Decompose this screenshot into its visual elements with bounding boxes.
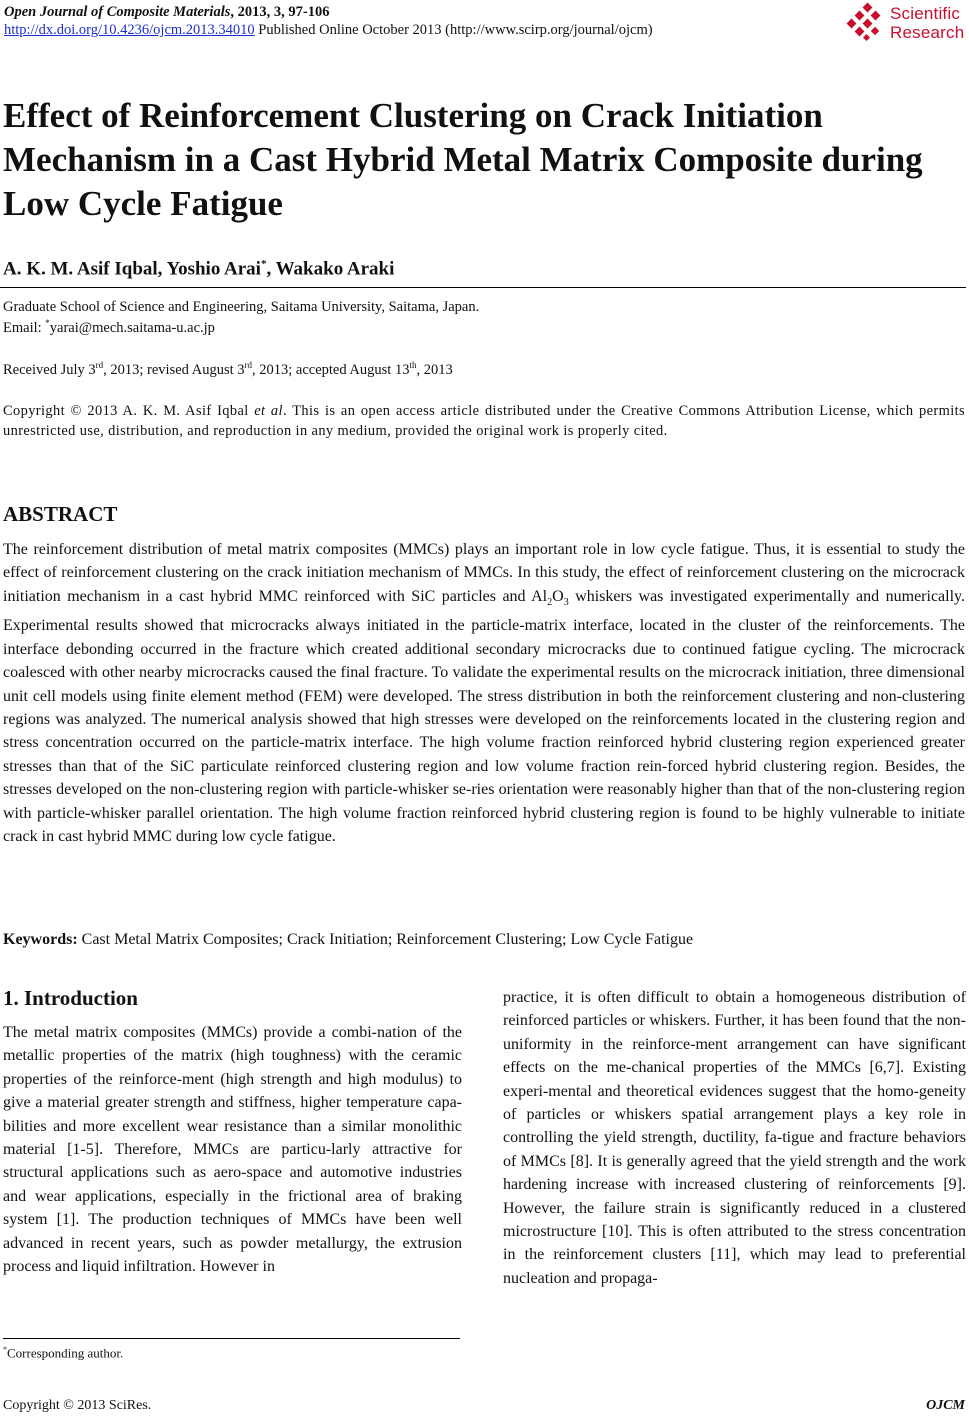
copyright-etal: et al xyxy=(254,403,283,419)
doi-line xyxy=(4,22,653,39)
received-text: Received July 3 xyxy=(3,361,96,378)
abstract-sub-a: 2 xyxy=(547,597,553,608)
footer-copyright: Copyright © 2013 SciRes. xyxy=(3,1398,152,1413)
abstract-text-3: whiskers was investigated experimentally and numerically. Experimental results showed that microcracks always initiated in the particle-matrix interface, located in the cluster of the reinforcements. The interface debonding occurred in the fracture which created additional secondary microcracks due to continued fatigue cycling. The microcrack coalesced with other nearby microcracks caused the final fracture. To validate the experimental results on the microcrack initiation, three dimensional unit cell models using finite element method (FEM) were developed. The stress distribution in both the reinforcement clustering and non-clustering regions was analyzed. The numerical analysis showed that high stresses were developed on the reinforcements located in the clustering region and stress concentration occurred on the particle-matrix interface. The high volume fraction reinforced hybrid clustering region experienced greater stresses than that of the SiC particulate reinforced clustering region and low volume fraction rein-forced hybrid clustering region. Besides, the stresses developed on the non-clustering region with particle-whisker se-ries orientation were reasonably higher than that of the non-clustering region with particle-whisker parallel orientation. The high volume fraction reinforced hybrid clustering region is found to be highly vulnerable to initiate crack in cast hybrid MMC during low cycle fatigue. xyxy=(3,587,966,846)
email-line xyxy=(3,318,215,337)
footnote-divider xyxy=(3,1338,460,1339)
copyright-text-1: Copyright © 2013 A. K. M. Asif Iqbal xyxy=(3,403,255,419)
abstract-sub-b: 3 xyxy=(563,597,569,608)
abstract-body xyxy=(3,538,965,848)
accepted-sup: th xyxy=(409,360,417,370)
footnote-text: Corresponding author. xyxy=(7,1345,124,1361)
revised-text: , 2013; revised August 3 xyxy=(103,361,245,378)
article-title: Effect of Reinforcement Clustering on Crack Initiation Mechanism in a Cast Hybrid Metal Matrix Composite during Low Cycle Fatigue xyxy=(3,96,923,223)
received-dates xyxy=(3,360,453,379)
corresponding-mark: * xyxy=(260,258,267,270)
abstract-text-1: The reinforcement distribution of metal matrix composites (MMCs) plays an important role in low cycle fatigue. Thus, it is essential to study the effect of reinforcement clustering on the crack initiation mechanism of MMCs. In this study, the effect of reinforcement clustering on the microcrack initiation mechanism in a cast hybrid MMC reinforced with SiC particles and Al xyxy=(3,541,965,605)
author-list xyxy=(3,258,394,280)
logo-line-1: Scientific xyxy=(890,4,961,23)
abstract-heading: ABSTRACT xyxy=(3,502,118,526)
footer-journal-abbrev: OJCM xyxy=(926,1398,965,1413)
copyright-notice xyxy=(3,402,965,441)
logo-line-2: Research xyxy=(890,23,965,42)
logo-text xyxy=(890,4,964,42)
introduction-heading: 1. Introduction xyxy=(3,986,138,1010)
keywords-label: Keywords: xyxy=(3,931,78,948)
affiliation: Graduate School of Science and Engineering, Saitama University, Saitama, Japan. xyxy=(3,299,480,315)
doi-link[interactable]: http://dx.doi.org/10.4236/ojcm.2013.34010 xyxy=(4,22,255,38)
keywords-text: Cast Metal Matrix Composites; Crack Initiation; Reinforcement Clustering; Low Cycle Fatigue xyxy=(77,931,694,948)
footnote-mark: * xyxy=(3,1345,7,1354)
accepted-text: , 2013; accepted August 13 xyxy=(252,361,410,378)
email-label: Email: xyxy=(3,319,46,336)
journal-header xyxy=(4,4,329,21)
revised-sup: rd xyxy=(244,360,252,370)
published-online-text: Published Online October 2013 (http://www.scirp.org/journal/ojcm) xyxy=(254,22,653,38)
email-address: yarai@mech.saitama-u.ac.jp xyxy=(49,319,215,336)
abstract-text-2: O xyxy=(552,587,564,605)
copyright-text-2: . This is an open access article distributed under the Creative Commons Attribution License, which permits unrestricted use, distribution, and reproduction in any medium, provided the original work is properly cited. xyxy=(3,403,965,439)
introduction-left-column: The metal matrix composites (MMCs) provide a combi-nation of the metallic properties of the matrix (high toughness) with the ceramic properties of the reinforce-ment (high strength and high modulus) to give a material greater strength and stiffness, higher temperature capa-bilities and more excellent wear resistance than a similar monolithic material [1-5]. Therefore, MMCs are particu-larly attractive for structural applications such as aero-space and automotive industries and wear applications, especially in the frictional area of braking system [1]. The production techniques of MMCs have been well advanced in recent years, such as powder metallurgy, the extrusion process and liquid infiltration. However in xyxy=(3,1024,462,1276)
author-divider xyxy=(0,287,966,288)
journal-volume-info: , 2013, 3, 97-106 xyxy=(230,4,330,20)
publisher-logo-icon xyxy=(846,2,888,44)
email-mark: * xyxy=(45,318,50,328)
year-text: , 2013 xyxy=(416,361,453,378)
author-names-1: A. K. M. Asif Iqbal, Yoshio Arai xyxy=(3,258,261,280)
scientific-research-logo xyxy=(846,2,966,44)
received-sup: rd xyxy=(95,360,104,370)
introduction-right-column: practice, it is often difficult to obtain a homogeneous distribution of reinforced particles or whiskers. Further, it has been found that the non-uniformity in the reinforce-ment arrangement can have significant effects on the me-chanical properties of the MMCs [6,7]. Existing experi-mental and theoretical evidences suggest that the homo-geneity of particles or whiskers spatial arrangement plays a key role in controlling the yield strength, ductility, fa-tigue and fracture behaviors of MMCs [8]. It is generally agreed that the yield strength and the work hardening increase with increased clustering of reinforcements [9]. However, the failure strain is significantly reduced in a clustered microstructure [10]. This is often attributed to the stress concentration in the reinforcement clusters [11], which may lead to preferential nucleation and propaga- xyxy=(503,989,966,1287)
keywords xyxy=(3,931,693,949)
author-names-2: , Wakako Araki xyxy=(266,258,395,280)
journal-name: Open Journal of Composite Materials xyxy=(4,4,231,20)
footnote xyxy=(3,1345,123,1361)
